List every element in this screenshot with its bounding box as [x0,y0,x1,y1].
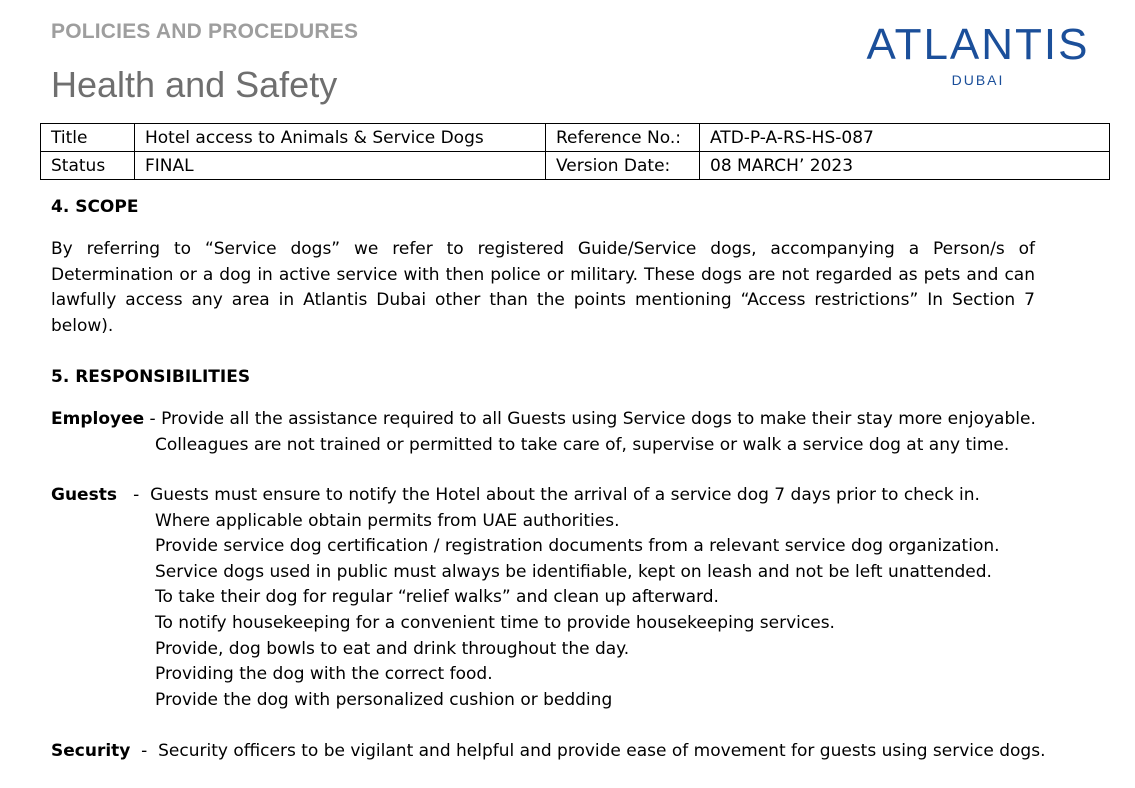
employee-item: Provide all the assistance required to all Guests using Service dogs to make their stay more enjoyable. [161,409,1036,429]
guests-item: Provide, dog bowls to eat and drink throughout the day. [155,638,630,659]
security-item: Security officers to be vigilant and helpful and provide ease of movement for guests using service dogs. [158,741,1046,761]
reference-value: ATD-P-A-RS-HS-087 [700,124,1110,152]
status-label: Status [41,152,135,180]
status-value: FINAL [135,152,546,180]
responsibilities-heading: 5. RESPONSIBILITIES [51,367,251,387]
security-line-1 [51,739,1045,765]
security-separator: - [130,741,159,761]
title-label: Title [41,124,135,152]
scope-body: By referring to “Service dogs” we refer to registered Guide/Service dogs, accompanying a Person/s of Determination or a dog in active service with then police or military. These dogs are not regarded as pets and can lawfully access any area in Atlantis Dubai other than the points mentioning “Access restrictions” In Section 7 below). [51,239,1035,336]
document-category: POLICIES AND PROCEDURES [51,20,359,43]
guests-item: To notify housekeeping for a convenient time to provide housekeeping services. [155,612,835,633]
guests-item: Provide service dog certification / registration documents from a relevant service dog organization. [155,536,1000,557]
meta-row-title [41,124,1110,152]
security-label: Security [51,741,131,761]
guests-line-1 [51,483,1000,509]
guests-item: Providing the dog with the correct food. [155,664,493,685]
employee-label: Employee [51,409,145,429]
atlantis-logo [852,22,1104,88]
guests-item: Guests must ensure to notify the Hotel about the arrival of a service dog 7 days prior to check in. [150,485,980,505]
employee-responsibilities [51,407,1036,458]
reference-label: Reference No.: [546,124,700,152]
employee-line-1 [51,407,1036,433]
guests-responsibilities [51,483,1000,713]
scope-heading: 4. SCOPE [51,197,139,217]
guests-item: Provide the dog with personalized cushion or bedding [155,689,613,710]
logo-wordmark: ATLANTIS [866,20,1090,69]
guests-label: Guests [51,485,117,505]
document-title: Health and Safety [51,64,338,105]
employee-separator: - [144,409,162,429]
meta-row-status [41,152,1110,180]
guests-item: To take their dog for regular “relief walks” and clean up afterward. [155,587,719,608]
title-value: Hotel access to Animals & Service Dogs [135,124,546,152]
version-date-value: 08 MARCH’ 2023 [700,152,1110,180]
document-meta-table [40,123,1110,180]
guests-item: Where applicable obtain permits from UAE authorities. [155,510,620,531]
guests-separator: - [116,485,151,505]
version-date-label: Version Date: [546,152,700,180]
guests-item: Service dogs used in public must always be identifiable, kept on leash and not be left unattended. [155,561,992,582]
security-responsibilities [51,739,1045,765]
logo-location: DUBAI [951,72,1005,88]
employee-item: Colleagues are not trained or permitted to take care of, supervise or walk a service dog at any time. [155,434,1010,455]
